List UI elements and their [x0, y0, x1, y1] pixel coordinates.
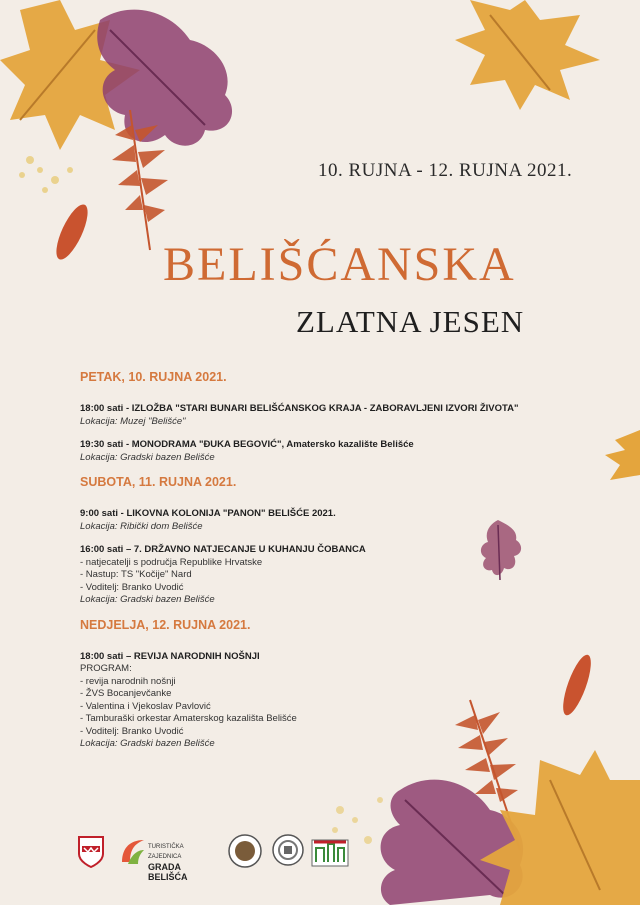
- event-title: 19:30 sati - MONODRAMA "ĐUKA BEGOVIĆ", Amatersko kazalište Belišće: [80, 439, 414, 450]
- day-heading: PETAK, 10. RUJNA 2021.: [80, 370, 227, 384]
- event-detail-line: - Voditelj: Branko Uvodić: [80, 581, 184, 593]
- program-schedule: [80, 370, 520, 762]
- event-title: 9:00 sati - LIKOVNA KOLONIJA "PANON" BELIŠĆE 2021.: [80, 508, 336, 519]
- autumn-leaf-right-middle: [600, 430, 640, 490]
- tourist-board-logo-text: [148, 842, 188, 882]
- event-detail-line: - revija narodnih nošnji: [80, 675, 176, 687]
- event-location: Lokacija: Ribički dom Belišće: [80, 520, 203, 532]
- cultural-society-logo: [310, 834, 350, 868]
- event-location: Lokacija: Gradski bazen Belišće: [80, 594, 215, 605]
- city-coat-of-arms-logo: [78, 836, 104, 868]
- event-detail-line: - Voditelj: Branko Uvodić: [80, 725, 184, 737]
- program-event: [80, 651, 520, 751]
- event-location: Lokacija: Muzej "Belišće": [80, 415, 186, 427]
- festival-subtitle: ZLATNA JESEN: [296, 304, 525, 339]
- program-day: [80, 475, 520, 607]
- program-day: [80, 618, 520, 751]
- tourist-board-line1: TURISTIČKA ZAJEDNICA: [148, 844, 184, 860]
- event-title: 16:00 sati – 7. DRŽAVNO NATJECANJE U KUHANJU ČOBANCA: [80, 544, 366, 555]
- round-seal-logo-2: [272, 834, 304, 866]
- round-seal-logo-1: [228, 834, 262, 868]
- festival-title: BELIŠĆANSKA: [163, 238, 516, 291]
- program-event: [80, 439, 520, 464]
- autumn-leaves-top-right: [430, 0, 640, 120]
- maple-leaf-icon: [455, 0, 600, 110]
- event-detail-line: - natjecatelji s područja Republike Hrvatske: [80, 556, 263, 568]
- event-detail-line: - Valentina i Vjekoslav Pavlović: [80, 700, 211, 712]
- event-detail-line: - Nastup: TS "Kočije" Nard: [80, 569, 192, 580]
- tourist-board-logo-icon: [120, 838, 146, 866]
- event-location: Lokacija: Gradski bazen Belišće: [80, 738, 215, 749]
- event-title: 18:00 sati – REVIJA NARODNIH NOŠNJI: [80, 650, 260, 662]
- day-heading: SUBOTA, 11. RUJNA 2021.: [80, 475, 237, 489]
- program-event: [80, 403, 520, 428]
- event-location: Lokacija: Gradski bazen Belišće: [80, 451, 215, 463]
- program-day: [80, 370, 520, 464]
- program-event: [80, 544, 520, 607]
- tourist-board-line2: GRADA BELIŠĆA: [148, 862, 188, 882]
- event-detail-line: - Tamburaški orkestar Amaterskog kazališta Belišće: [80, 713, 297, 724]
- event-title: 18:00 sati - IZLOŽBA "STARI BUNARI BELIŠĆANSKOG KRAJA - ZABORAVLJENI IZVORI ŽIVOTA": [80, 403, 519, 414]
- day-heading: NEDJELJA, 12. RUJNA 2021.: [80, 617, 251, 632]
- event-date-range: 10. RUJNA - 12. RUJNA 2021.: [318, 160, 573, 181]
- event-detail-line: PROGRAM:: [80, 663, 132, 674]
- program-event: [80, 508, 520, 533]
- event-detail-line: - ŽVS Bocanjevčanke: [80, 688, 172, 699]
- autumn-leaves-top-left: [0, 0, 260, 270]
- oak-leaf-icon: [97, 10, 232, 146]
